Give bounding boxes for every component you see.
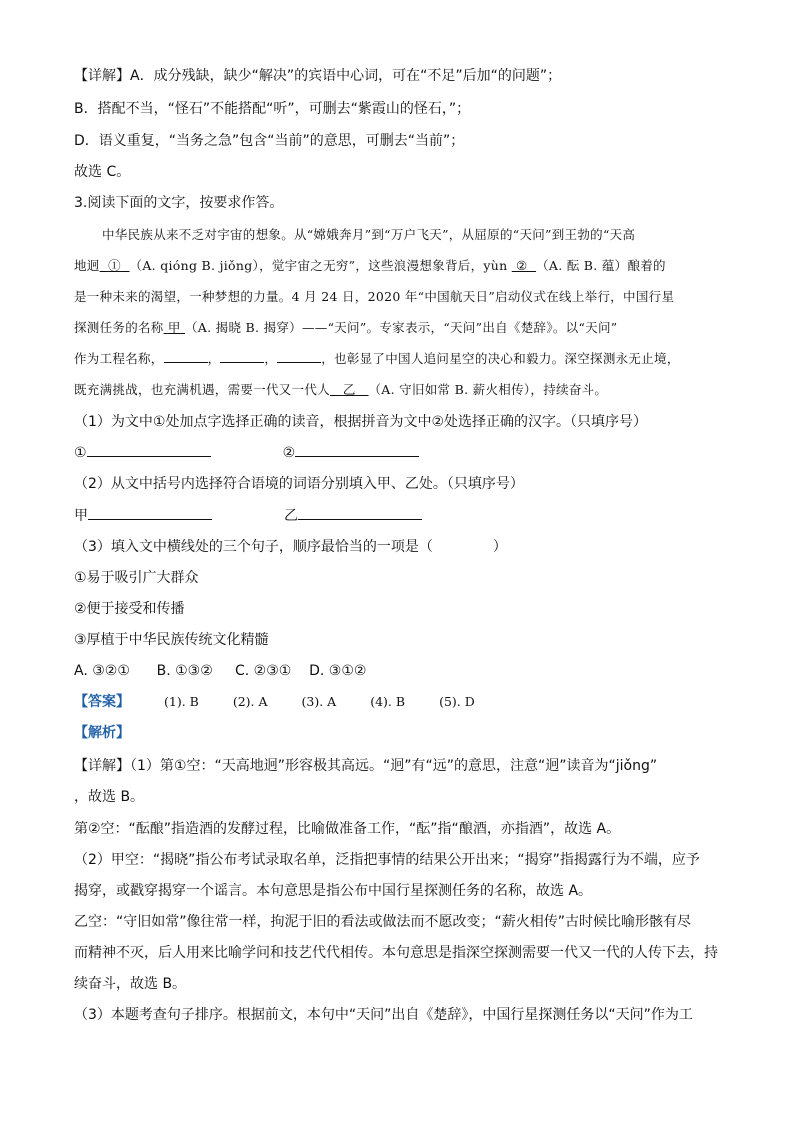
sub-question-2: （2）从文中括号内选择符合语境的词语分别填入甲、乙处。（只填序号）	[74, 476, 524, 492]
analysis-line-4: （2）甲空：“揭晓”指公布考试录取名单，泛指把事情的结果公开出来；“揭穿”指揭露行为不端，应予	[74, 852, 700, 868]
analysis-line-5: 揭穿，或戳穿揭穿一个谣言。本句意思是指公布中国行星探测任务的名称，故选 A。	[74, 883, 593, 899]
option-2: ②便于接受和传播	[74, 601, 185, 617]
analysis-line-3: 第②空：“酝酿”指造酒的发酵过程，比喻做准备工作，“酝”指“酿酒，亦指酒”，故选 A。	[74, 821, 621, 837]
sub-question-3: （3）填入文中横线处的三个句子，顺序最恰当的一项是（ ）	[74, 539, 507, 555]
analysis-line-9: （3）本题考查句子排序。根据前文，本句中“天问”出自《楚辞》，中国行星探测任务以“天问”作为工	[74, 1007, 693, 1023]
passage-text: 作为工程名称，	[74, 351, 164, 366]
sentence-blank-3[interactable]	[277, 362, 321, 363]
detail-line-1: 【详解】A．成分残缺，缺少“解决”的宾语中心词，可在“不足”后加“的问题”；	[74, 68, 562, 84]
passage-line-3: 是一种未来的渴望，一种梦想的力量。4 月 24 日，2020 年“中国航天日”启动仪式在线上举行，中国行星	[74, 289, 675, 304]
detail-line-4: 故选 C。	[74, 164, 131, 180]
answer-row	[74, 692, 475, 712]
answer-item: (4). B	[370, 694, 406, 709]
sentence-blank-1[interactable]	[164, 362, 208, 363]
blank-marker-jia: 甲	[167, 320, 181, 335]
question-3-title: 3.阅读下面的文字，按要求作答。	[74, 195, 284, 211]
answer-blank-1[interactable]	[87, 456, 211, 457]
analysis-line-2: ，故选 B。	[74, 789, 145, 805]
analysis-line-7: 而精神不灭，后人用来比喻学问和技艺代代相传。本句意思是指深空探测需要一代又一代的人传下去，持	[74, 945, 718, 961]
detail-line-2: B．搭配不当，“怪石”不能搭配“听”，可删去“紫霞山的怪石，”；	[74, 101, 471, 117]
passage-text: 既充满挑战，也充满机遇，需要一代又一代人	[74, 382, 331, 397]
answer-blank-yi[interactable]	[298, 519, 422, 520]
passage-line-2	[74, 256, 666, 276]
answer-item: (1). B	[164, 694, 199, 709]
choices: A. ③②① B. ①③② C. ②③① D. ③①②	[74, 663, 367, 679]
passage-text: （A. 揭晓 B. 揭穿）——“天问”。专家表示，“天问”出自《楚辞》。以“天问”	[184, 320, 618, 335]
passage-text: （A. 酝 B. 蕴）酿着的	[536, 258, 666, 273]
passage-line-1: 中华民族从来不乏对宇宙的想象。从“嫦娥奔月”到“万户飞天”，从屈原的“天问”到王勃的“天高	[102, 227, 636, 242]
answer-item: (2). A	[232, 694, 268, 709]
blank-marker-2: ②	[516, 258, 528, 273]
sentence-blank-2[interactable]	[220, 362, 264, 363]
analysis-line-1: 【详解】（1）第①空：“天高地迥”形容极其高远。“迥”有“远”的意思，注意“迥”读音为“jiǒng”	[74, 758, 658, 774]
answer-item: (3). A	[301, 694, 337, 709]
blank-marker-1: ①	[108, 258, 121, 273]
answer-line-2: 甲 乙	[74, 506, 422, 526]
passage-line-6	[74, 380, 607, 400]
sub-question-1: （1）为文中①处加点字选择正确的读音，根据拼音为文中②处选择正确的汉字。（只填序号）	[74, 414, 648, 430]
blank-marker-yi: 乙	[342, 382, 356, 397]
answer-line-1: ① ②	[74, 443, 419, 463]
analysis-line-8: 续奋斗，故选 B。	[74, 976, 187, 992]
passage-line-4	[74, 318, 617, 338]
passage-line-5: 作为工程名称， ， ， ，也彰显了中国人追问星空的决心和毅力。深空探测永无止境，	[74, 351, 680, 366]
analysis-label: 【解析】	[74, 725, 130, 741]
passage-text: （A. qióng B. jiǒng），觉宇宙之无穷”，这些浪漫想象背后，yùn	[129, 258, 508, 273]
passage-text: 地迥	[74, 258, 100, 273]
option-3: ③厚植于中华民族传统文化精髓	[74, 632, 269, 648]
answer-blank-jia[interactable]	[88, 519, 212, 520]
passage-text: 探测任务的名称	[74, 320, 164, 335]
detail-line-3: D．语义重复，“当务之急”包含“当前”的意思，可删去“当前”；	[74, 133, 465, 149]
answer-item: (5). D	[439, 694, 475, 709]
option-1: ①易于吸引广大群众	[74, 570, 199, 586]
passage-text: ，也彰显了中国人追问星空的决心和毅力。深空探测永无止境，	[321, 351, 680, 366]
passage-text: （A. 守旧如常 B. 薪火相传），持续奋斗。	[368, 382, 608, 397]
answer-blank-2[interactable]	[295, 456, 419, 457]
analysis-line-6: 乙空：“守旧如常”像往常一样，拘泥于旧的看法或做法而不愿改变；“薪火相传”古时候比喻形骸有尽	[74, 914, 692, 930]
answer-label: 【答案】	[74, 694, 130, 710]
